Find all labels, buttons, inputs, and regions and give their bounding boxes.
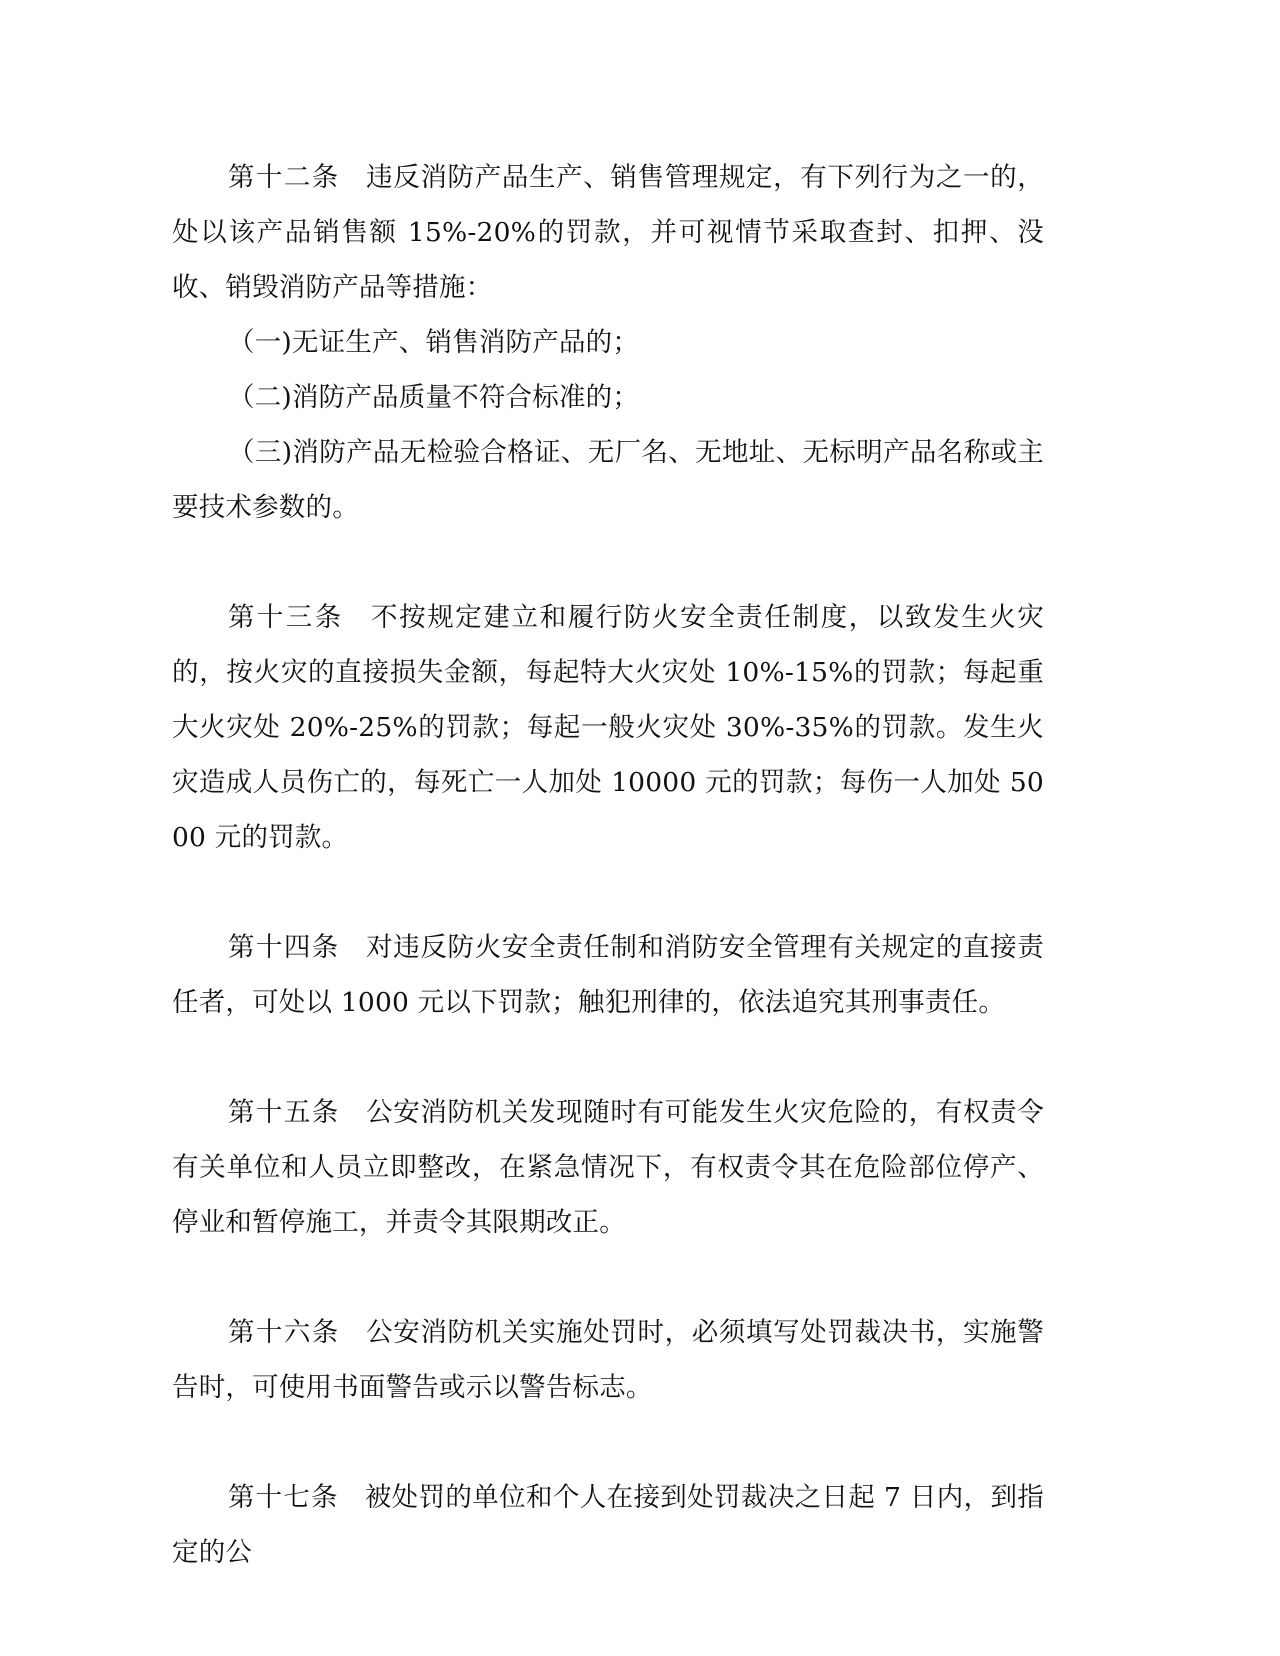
- article-label-13: 第十三条: [228, 602, 344, 633]
- list-item-article-12-3: （三)消防产品无检验合格证、无厂名、无地址、无标明产品名称或主要技术参数的。: [172, 437, 1044, 523]
- paragraph-spacer: [172, 1250, 1044, 1305]
- paragraph-article-15: [172, 1085, 1044, 1250]
- article-label-15: 第十五条: [228, 1097, 340, 1128]
- article-label-17: 第十七条: [228, 1482, 339, 1513]
- article-label-12: 第十二条: [228, 162, 340, 193]
- article-text-12: 违反消防产品生产、销售管理规定，有下列行为之一的，处以该产品销售额 15%-20%的罚款，并可视情节采取查封、扣押、没收、销毁消防产品等措施：: [172, 162, 1045, 303]
- article-text-16: 公安消防机关实施处罚时，必须填写处罚裁决书，实施警告时，可使用书面警告或示以警告标志。: [172, 1317, 1045, 1403]
- list-item-article-12-1: （一)无证生产、销售消防产品的；: [228, 327, 640, 358]
- paragraph-article-17: [172, 1470, 1044, 1580]
- article-text-15: 公安消防机关发现随时有可能发生火灾危险的，有权责令有关单位和人员立即整改，在紧急情况下，有权责令其在危险部位停产、 停业和暂停施工，并责令其限期改正。: [172, 1097, 1045, 1238]
- paragraph-article-14: [172, 920, 1044, 1030]
- article-label-14: 第十四条: [228, 932, 340, 963]
- paragraph-article-16: [172, 1305, 1044, 1415]
- article-text-17: 被处罚的单位和个人在接到处罚裁决之日起 7 日内，到指定的公: [172, 1482, 1045, 1568]
- list-item-article-12-2: （二)消防产品质量不符合标准的；: [228, 382, 640, 413]
- paragraph-spacer: [172, 535, 1044, 590]
- paragraph-spacer: [172, 865, 1044, 920]
- paragraph-article-12: [172, 150, 1044, 315]
- article-label-16: 第十六条: [228, 1317, 340, 1348]
- paragraph-article-13: [172, 590, 1044, 865]
- document-body: [172, 150, 1044, 1580]
- paragraph-spacer: [172, 1415, 1044, 1470]
- article-text-13: 不按规定建立和履行防火安全责任制度，以致发生火灾的，按火灾的直接损失金额，每起特大火灾处 10%-15%的罚款；每起重大火灾处 20%-25%的罚款；每起一般火灾处 30%-35%的罚款。发生火灾造成人员伤亡的，每死亡一人加处 10000 元的罚款；每伤一人加处 5000 元的罚款。: [172, 602, 1044, 853]
- article-text-14: 对违反防火安全责任制和消防安全管理有关规定的直接责任者，可处以 1000 元以下罚款；触犯刑律的，依法追究其刑事责任。: [172, 932, 1045, 1018]
- paragraph-spacer: [172, 1030, 1044, 1085]
